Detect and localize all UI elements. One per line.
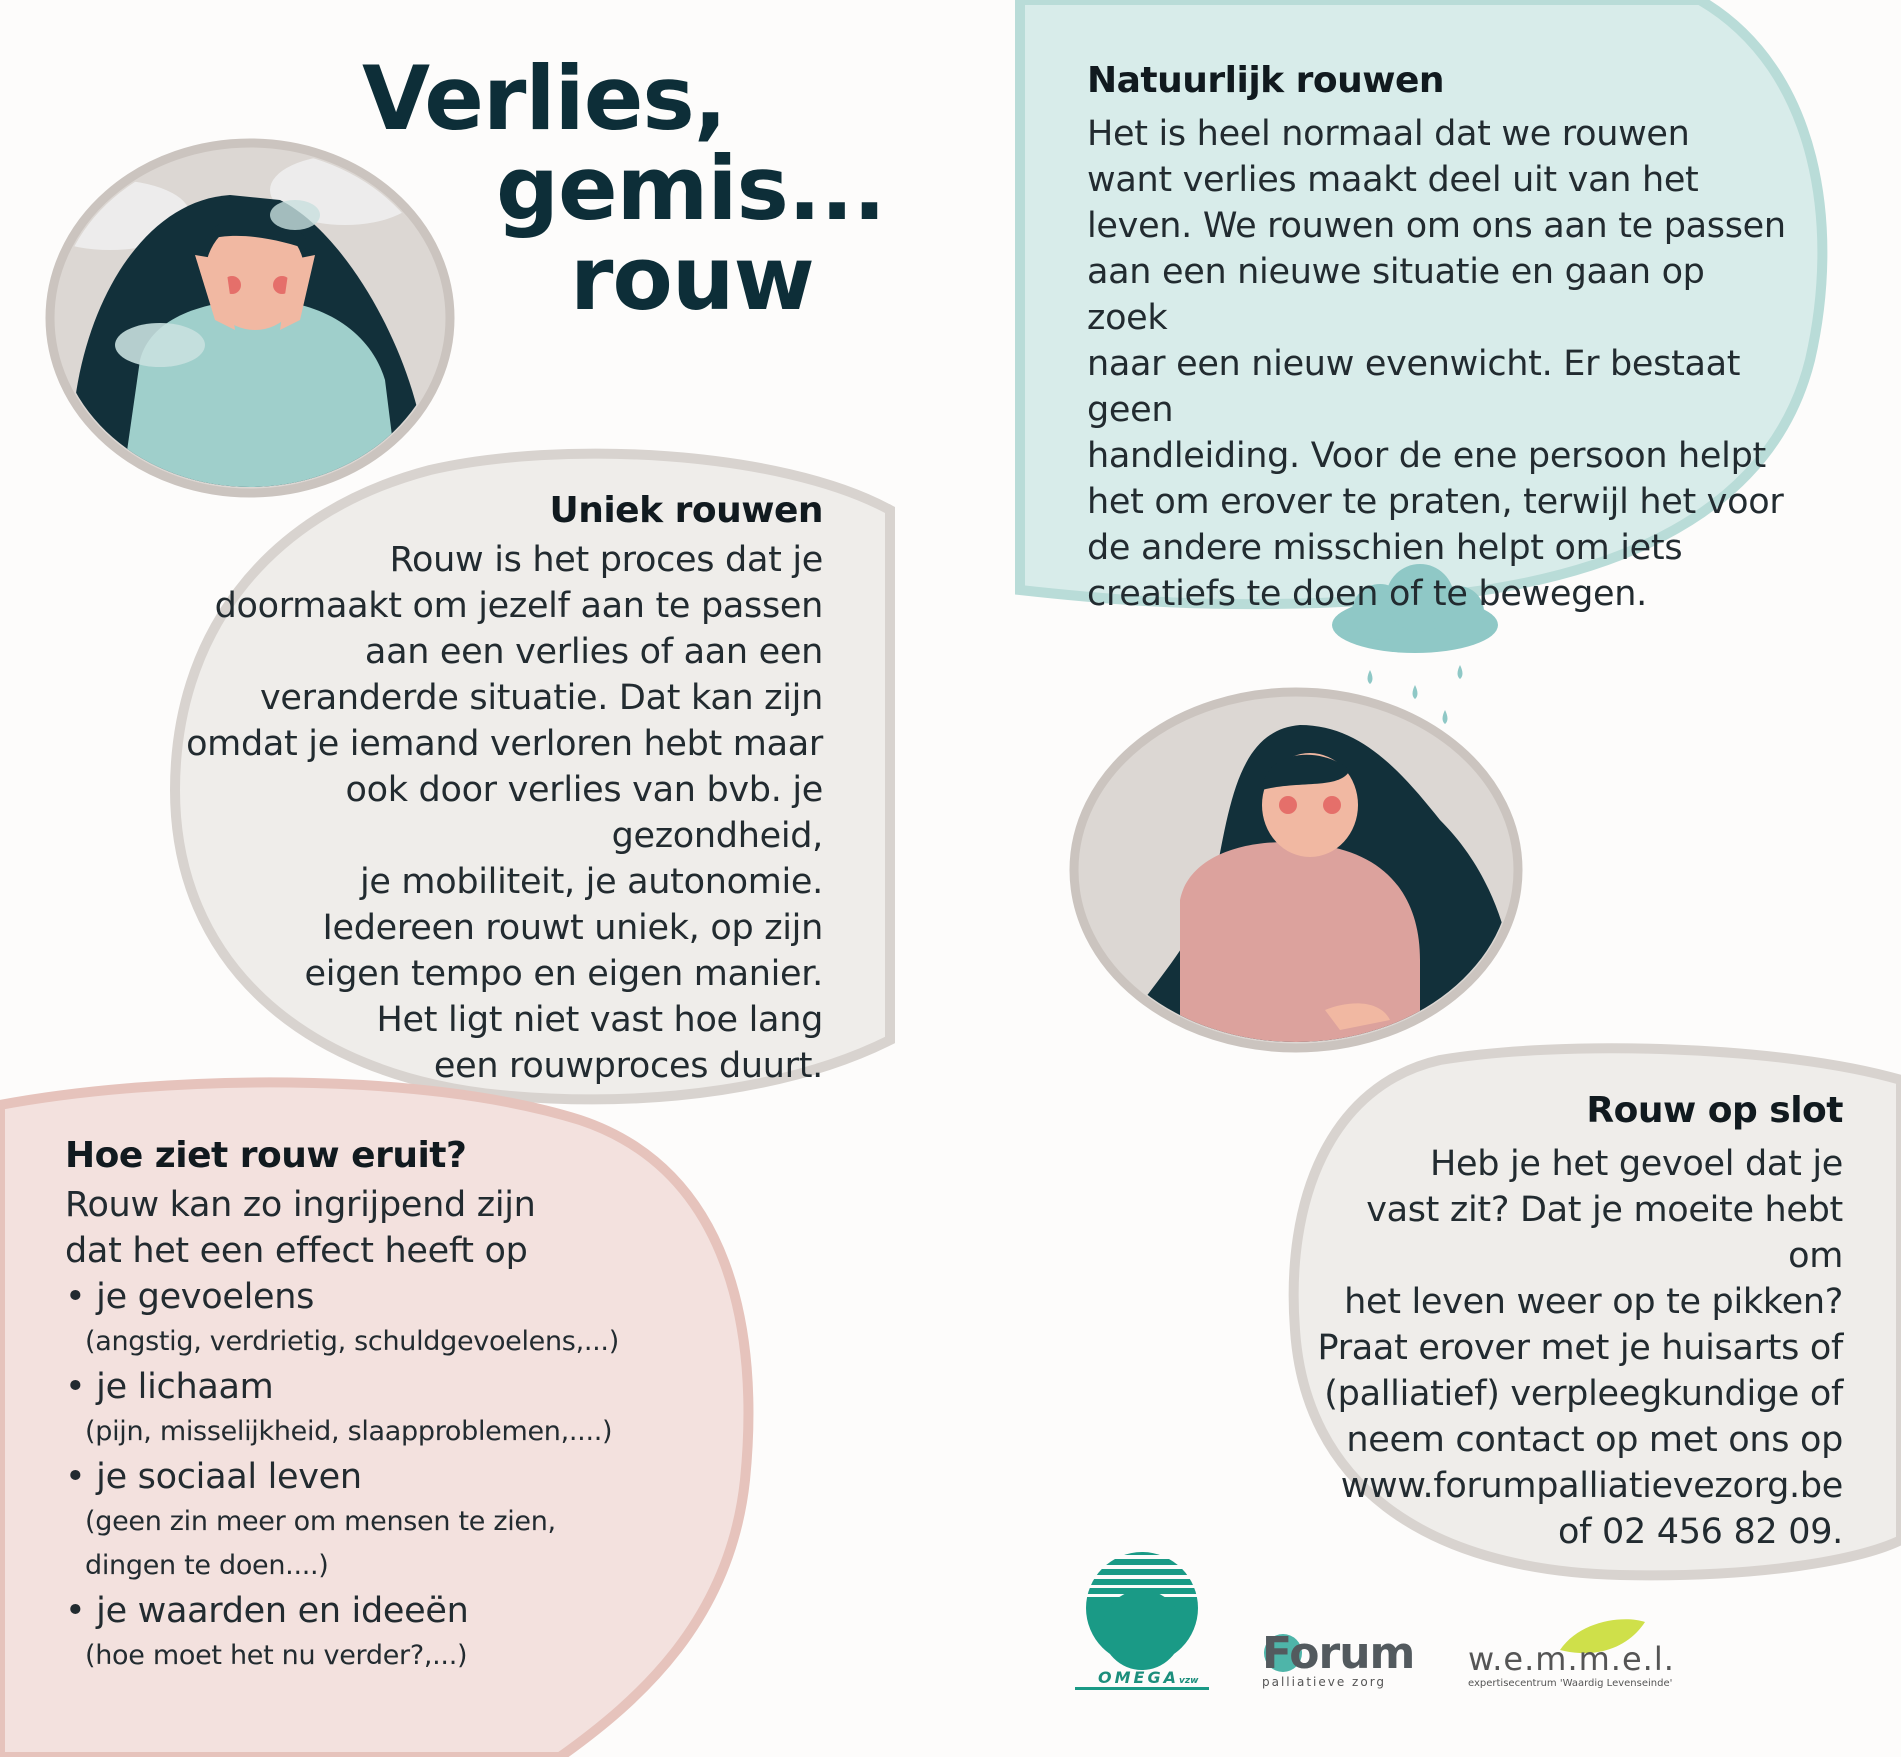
natuurlijk-line: Het is heel normaal dat we rouwen (1087, 114, 1690, 154)
omega-suffix: vzw (1178, 1676, 1199, 1686)
uniek-body (160, 537, 823, 1089)
hoe-heading: Hoe ziet rouw eruit? (65, 1135, 467, 1176)
list-item-detail: (geen zin meer om mensen te zien, (85, 1506, 556, 1537)
natuurlijk-line: leven. We rouwen om ons aan te passen (1087, 206, 1786, 246)
list-item-lichaam: • je lichaam (65, 1367, 274, 1407)
list-item-detail: dingen te doen....) (85, 1550, 329, 1581)
uniek-line: ook door verlies van bvb. je gezondheid, (345, 770, 823, 856)
uniek-line: eigen tempo en eigen manier. (304, 954, 823, 994)
rouw-op-slot-section (1310, 1090, 1843, 1555)
list-item-detail: (pijn, misselijkheid, slaapproblemen,....) (85, 1416, 613, 1447)
slot-line: (palliatief) verpleegkundige of (1324, 1374, 1843, 1414)
uniek-line: Het ligt niet vast hoe lang (376, 1000, 823, 1040)
uniek-line: je mobiliteit, je autonomie. (359, 862, 823, 902)
wemmel-name: w.e.m.m.e.l. (1468, 1640, 1675, 1678)
natuurlijk-heading: Natuurlijk rouwen (1087, 60, 1445, 101)
title-line-3: rouw (570, 227, 814, 330)
wemmel-logo (1468, 1640, 1675, 1689)
forum-name: Forum (1262, 1628, 1415, 1679)
uniek-line: een rouwproces duurt. (433, 1046, 823, 1086)
list-item-detail: (hoe moet het nu verder?,...) (85, 1640, 468, 1671)
slot-line: vast zit? Dat je moeite hebt om (1366, 1190, 1843, 1276)
natuurlijk-line: want verlies maakt deel uit van het (1087, 160, 1699, 200)
slot-line: Praat erover met je huisarts of (1317, 1328, 1843, 1368)
uniek-line: doormaakt om jezelf aan te passen (214, 586, 823, 626)
slot-heading: Rouw op slot (1586, 1090, 1843, 1131)
forum-logo (1262, 1628, 1414, 1689)
natuurlijk-line: aan een nieuwe situatie en gaan op zoek (1087, 252, 1705, 338)
uniek-line: omdat je iemand verloren hebt maar (186, 724, 823, 764)
uniek-line: aan een verlies of aan een (364, 632, 823, 672)
hoe-intro-1: Rouw kan zo ingrijpend zijn (65, 1185, 536, 1225)
uniek-line: Iedereen rouwt uniek, op zijn (322, 908, 823, 948)
list-item-gevoelens: • je gevoelens (65, 1277, 315, 1317)
list-item-detail: (angstig, verdrietig, schuldgevoelens,...) (85, 1326, 619, 1357)
natuurlijk-line: naar een nieuw evenwicht. Er bestaat geen (1087, 344, 1741, 430)
wemmel-sub: expertisecentrum 'Waardig Levenseinde' (1468, 1678, 1673, 1689)
phone-number[interactable]: of 02 456 82 09. (1558, 1512, 1843, 1552)
slot-line: Heb je het gevoel dat je (1430, 1144, 1843, 1184)
uniek-line: veranderde situatie. Dat kan zijn (260, 678, 823, 718)
page-title (300, 47, 886, 330)
hoe-intro-2: dat het een effect heeft op (65, 1231, 528, 1271)
forum-sub: palliatieve zorg (1262, 1675, 1387, 1689)
slot-line: neem contact op met ons op (1346, 1420, 1843, 1460)
omega-name: OMEGA (1098, 1668, 1179, 1687)
illustration-woman-sad (1074, 692, 1520, 1060)
title-line-2: gemis... (496, 137, 886, 240)
slot-line: het leven weer op te pikken? (1344, 1282, 1843, 1322)
uniek-rouwen-section (160, 490, 823, 1089)
uniek-heading: Uniek rouwen (549, 490, 823, 531)
title-line-1: Verlies, (362, 47, 727, 150)
website-link[interactable]: www.forumpalliatievezorg.be (1340, 1466, 1843, 1506)
hoe-ziet-rouw-eruit-section (65, 1135, 715, 1678)
slot-body (1310, 1141, 1843, 1555)
uniek-line: Rouw is het proces dat je (389, 540, 823, 580)
omega-logo (1098, 1668, 1198, 1687)
list-item-sociaal: • je sociaal leven (65, 1457, 362, 1497)
natuurlijk-line: het om erover te praten, terwijl het voor (1087, 482, 1784, 522)
natuurlijk-rouwen-section (1087, 60, 1787, 617)
list-item-waarden: • je waarden en ideeën (65, 1591, 469, 1631)
natuurlijk-line: creatiefs te doen of te bewegen. (1087, 574, 1647, 614)
natuurlijk-line: de andere misschien helpt om iets (1087, 528, 1683, 568)
natuurlijk-body (1087, 111, 1787, 617)
natuurlijk-line: handleiding. Voor de ene persoon helpt (1087, 436, 1766, 476)
